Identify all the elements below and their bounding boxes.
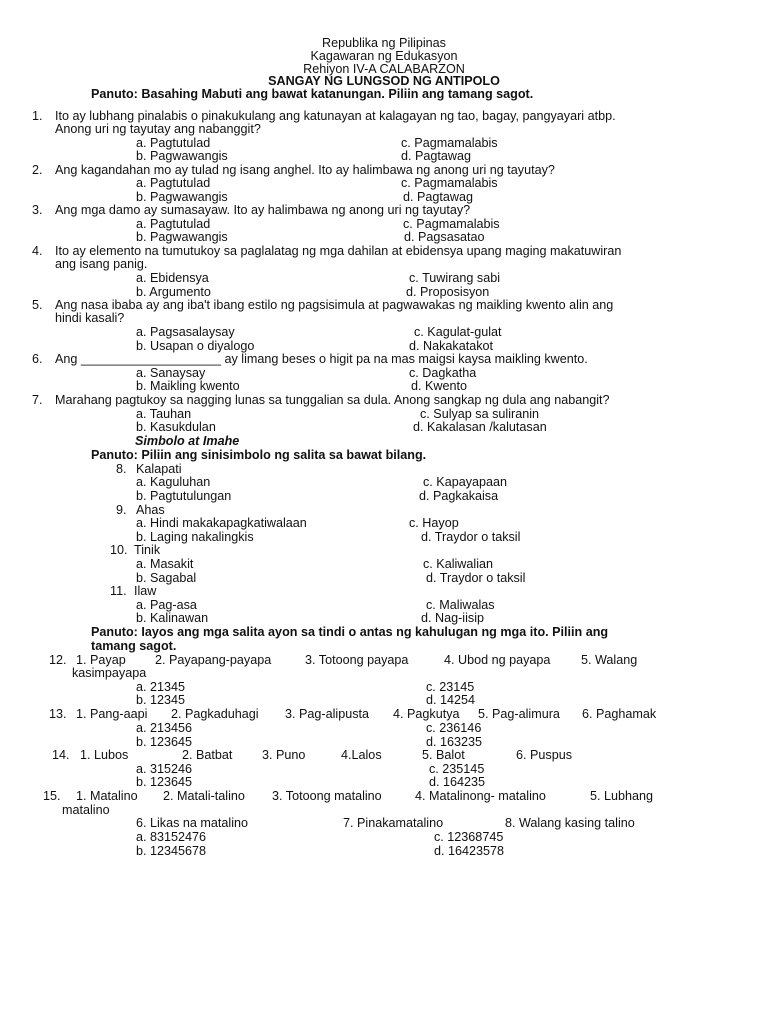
choice-b: b. 123645	[136, 775, 193, 789]
choice-b: b. Pagtutulungan	[136, 489, 232, 503]
term: 6. Likas na matalino	[136, 816, 249, 830]
question-number: 8.	[116, 462, 127, 476]
choice-d: d. 164235	[429, 775, 486, 789]
section-heading: Simbolo at Imahe	[135, 434, 240, 448]
choice-c: c. 235145	[429, 762, 485, 776]
question-number: 12.	[49, 653, 67, 667]
choice-a: a. 315246	[136, 762, 193, 776]
term: 1. Payap	[76, 653, 126, 667]
term: 5. Pag-alimura	[478, 707, 560, 721]
question-number: 1.	[32, 109, 43, 123]
question-text: Ang nasa ibaba ay ang iba't ibang estilo ng pagsisimula at pagwawakas ng maikling kwento alin ang	[55, 298, 614, 312]
term: 5. Walang	[581, 653, 638, 667]
choice-b: b. Sagabal	[136, 571, 197, 585]
choice-b: b. 12345	[136, 693, 186, 707]
choice-d: d. Traydor o taksil	[421, 530, 521, 544]
choice-a: a. Pagtutulad	[136, 217, 211, 231]
choice-c: c. Kagulat-gulat	[414, 325, 502, 339]
choice-b: b. Pagwawangis	[136, 190, 228, 204]
part3-instruction: Panuto: Iayos ang mga salita ayon sa tindi o antas ng kahulugan ng mga ito. Piliin ang	[91, 625, 609, 639]
term: 3. Puno	[262, 748, 306, 762]
term: 2. Payapang-payapa	[155, 653, 272, 667]
choice-a: a. Sanaysay	[136, 366, 206, 380]
choice-d: d. Traydor o taksil	[426, 571, 526, 585]
choice-d: d. 16423578	[434, 844, 505, 858]
question-number: 3.	[32, 203, 43, 217]
choice-a: a. Masakit	[136, 557, 194, 571]
choice-b: b. Argumento	[136, 285, 211, 299]
question-number: 4.	[32, 244, 43, 258]
term: 6. Puspus	[516, 748, 573, 762]
choice-d: d. Kakalasan /kalutasan	[413, 420, 547, 434]
term: 4. Pagkutya	[393, 707, 460, 721]
choice-a: a. 21345	[136, 680, 186, 694]
question-number: 13.	[49, 707, 67, 721]
choice-c: c. Tuwirang sabi	[409, 271, 500, 285]
choice-a: a. Pagsasalaysay	[136, 325, 235, 339]
choice-c: c. Hayop	[409, 516, 459, 530]
choice-b: b. Pagwawangis	[136, 149, 228, 163]
term: 8. Walang kasing talino	[505, 816, 635, 830]
question-number: 15.	[43, 789, 61, 803]
choice-a: a. Hindi makakapagkatiwalaan	[136, 516, 307, 530]
choice-d: d. Nag-iisip	[421, 611, 484, 625]
choice-c: c. Sulyap sa suliranin	[420, 407, 540, 421]
header-department: Kagawaran ng Edukasyon	[310, 49, 458, 63]
choice-a: a. Pagtutulad	[136, 136, 211, 150]
choice-d: d. 163235	[426, 735, 483, 749]
choice-d: d. Pagkakaisa	[419, 489, 499, 503]
choice-c: c. Kapayapaan	[423, 475, 508, 489]
question-text: ang isang panig.	[55, 257, 148, 271]
term: 4.Lalos	[341, 748, 382, 762]
choice-d: d. Kwento	[411, 379, 468, 393]
term: 1. Matalino	[76, 789, 138, 803]
term: 4. Matalinong- matalino	[415, 789, 546, 803]
term: 2. Batbat	[182, 748, 233, 762]
choice-c: c. Pagmamalabis	[401, 176, 498, 190]
symbol-word: Ilaw	[134, 584, 157, 598]
term: 6. Paghamak	[582, 707, 657, 721]
choice-a: a. 83152476	[136, 830, 207, 844]
choice-c: c. 236146	[426, 721, 482, 735]
choice-b: b. 123645	[136, 735, 193, 749]
term: 2. Matali-talino	[163, 789, 245, 803]
term: 4. Ubod ng payapa	[444, 653, 551, 667]
term: 2. Pagkaduhagi	[171, 707, 259, 721]
question-text: hindi kasali?	[55, 311, 125, 325]
choice-b: b. 12345678	[136, 844, 207, 858]
part1-instruction: Panuto: Basahing Mabuti ang bawat katanungan. Piliin ang tamang sagot.	[91, 87, 534, 101]
choice-b: b. Laging nakalingkis	[136, 530, 254, 544]
question-number: 5.	[32, 298, 43, 312]
term: 3. Totoong matalino	[272, 789, 382, 803]
choice-c: c. Kaliwalian	[423, 557, 493, 571]
choice-c: c. Pagmamalabis	[401, 136, 498, 150]
question-text: Ito ay lubhang pinalabis o pinakukulang ang katunayan at kalagayan ng tao, bagay, pangyayari atbp.	[55, 109, 616, 123]
choice-c: c. Maliwalas	[426, 598, 495, 612]
term: 7. Pinakamatalino	[343, 816, 444, 830]
question-text: Ito ay elemento na tumutukoy sa paglalatag ng mga dahilan at ebidensya upang maging makatuwiran	[55, 244, 622, 258]
header-republic: Republika ng Pilipinas	[322, 36, 446, 50]
choice-d: d. Proposisyon	[406, 285, 490, 299]
choice-b: b. Pagwawangis	[136, 230, 228, 244]
choice-d: d. Nakakatakot	[409, 339, 494, 353]
question-text: Anong uri ng tayutay ang nabanggit?	[55, 122, 261, 136]
term: 5. Lubhang	[590, 789, 654, 803]
term: 5. Balot	[422, 748, 465, 762]
choice-b: b. Maikling kwento	[136, 379, 240, 393]
choice-b: b. Kalinawan	[136, 611, 209, 625]
symbol-word: Ahas	[136, 503, 165, 517]
question-number: 14.	[52, 748, 70, 762]
choice-c: c. 23145	[426, 680, 475, 694]
choice-d: d. Pagtawag	[401, 149, 472, 163]
term: 1. Lubos	[80, 748, 129, 762]
term-continuation: kasimpayapa	[72, 666, 147, 680]
term: 1. Pang-aapi	[76, 707, 148, 721]
question-number: 10.	[110, 543, 128, 557]
question-text: Ang kagandahan mo ay tulad ng isang anghel. Ito ay halimbawa ng anong uri ng tayutay?	[55, 163, 555, 177]
choice-a: a. Pag-asa	[136, 598, 197, 612]
question-number: 2.	[32, 163, 43, 177]
choice-c: c. Pagmamalabis	[403, 217, 500, 231]
term: 3. Pag-alipusta	[285, 707, 370, 721]
header-region: Rehiyon IV-A CALABARZON	[303, 62, 465, 76]
question-text: Ang ____________________ ay limang beses o higit pa na mas maigsi kaysa maikling kwento.	[55, 352, 588, 366]
question-number: 11.	[110, 584, 127, 598]
question-number: 6.	[32, 352, 43, 366]
question-text: Ang mga damo ay sumasayaw. Ito ay halimbawa ng anong uri ng tayutay?	[55, 203, 471, 217]
term: 3. Totoong payapa	[305, 653, 409, 667]
choice-a: a. 213456	[136, 721, 193, 735]
choice-d: d. Pagsasatao	[404, 230, 485, 244]
choice-a: a. Pagtutulad	[136, 176, 211, 190]
question-text: Marahang pagtukoy sa nagging lunas sa tunggalian sa dula. Anong sangkap ng dula ang nabangit?	[55, 393, 610, 407]
choice-d: d. Pagtawag	[403, 190, 474, 204]
symbol-word: Kalapati	[136, 462, 182, 476]
choice-a: a. Kaguluhan	[136, 475, 211, 489]
choice-d: d. 14254	[426, 693, 476, 707]
choice-a: a. Tauhan	[136, 407, 192, 421]
choice-b: b. Usapan o diyalogo	[136, 339, 255, 353]
choice-b: b. Kasukdulan	[136, 420, 216, 434]
question-number: 9.	[116, 503, 127, 517]
choice-a: a. Ebidensya	[136, 271, 209, 285]
term-continuation: matalino	[62, 803, 110, 817]
choice-c: c. Dagkatha	[409, 366, 477, 380]
question-number: 7.	[32, 393, 43, 407]
choice-c: c. 12368745	[434, 830, 504, 844]
part2-instruction: Panuto: Piliin ang sinisimbolo ng salita sa bawat bilang.	[91, 448, 427, 462]
part3-instruction-cont: tamang sagot.	[91, 639, 177, 653]
header-division: SANGAY NG LUNGSOD NG ANTIPOLO	[268, 74, 500, 88]
symbol-word: Tinik	[134, 543, 161, 557]
